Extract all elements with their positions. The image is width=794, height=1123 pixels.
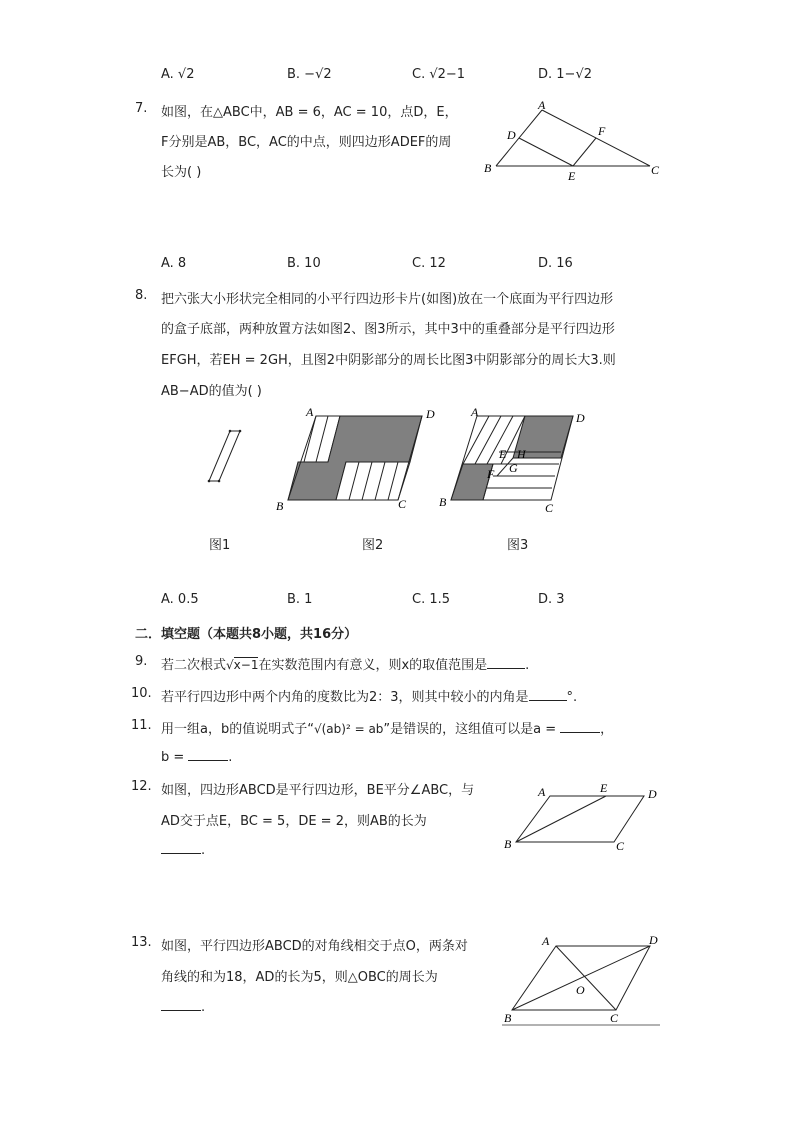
q8-number: 8. [135,288,148,303]
q8-fig2-label-b: B [276,499,284,513]
q10-line [161,686,577,705]
q9-radicand: x−1 [233,658,259,672]
q11-line2-end: . [228,750,233,765]
q13-label-b: B [504,1011,512,1025]
q8-option-a: A. 0.5 [161,592,199,607]
q9-radical: √x−1 [226,658,259,672]
q7-line-1: 如图，在△ABC中，AB = 6，AC = 10，点D，E， [161,105,458,120]
q13-parallelogram-figure [498,930,668,1028]
q11-text-c: ， [600,722,614,737]
q8-caption-2: 图2 [362,538,384,553]
q9-number: 9. [135,654,148,669]
q7-line-3: 长为( ) [161,165,202,180]
q8-caption-1: 图1 [209,538,231,553]
q11-text-b: ”是错误的，这组值可以是a = [383,722,557,737]
q13-label-a: A [542,934,550,948]
q13-number: 13. [131,935,152,950]
q8-caption-3: 图3 [507,538,529,553]
q7-label-d: D [507,128,516,142]
q7-label-e: E [568,169,576,182]
q9-answer-blank[interactable] [487,656,525,669]
q8-option-b: B. 1 [287,592,313,607]
q8-fig2-label-d: D [426,407,435,421]
q12-line-3 [161,841,205,858]
q11-answer-a-blank[interactable] [560,720,600,733]
q8-figure-3 [437,402,597,514]
q12-parallelogram-figure [498,780,668,854]
q8-line-4: AB−AD的值为( ) [161,384,262,399]
q11-formula: √(ab)² = ab [313,722,384,736]
q10-text-b: °. [566,690,578,705]
q11-line-1 [161,718,613,737]
q9-text-b: 在实数范围内有意义，则x的取值范围是 [258,658,488,673]
q8-fig3-label-b: B [439,495,447,509]
q13-label-c: C [610,1011,619,1025]
q13-line-2: 角线的和为18，AD的长为5，则△OBC的周长为 [161,970,438,985]
q8-fig3-label-c: C [545,501,554,514]
q8-fig3-label-a: A [471,405,479,419]
q7-option-a: A. 8 [161,256,187,271]
q10-answer-blank[interactable] [529,688,567,701]
q7-label-f: F [598,124,606,138]
q11-line-2 [161,748,232,765]
q7-line-2: F分别是AB，BC，AC的中点，则四边形ADEF的周 [161,135,452,150]
q8-line-2: 的盒子底部，两种放置方法如图2、图3所示，其中3中的重叠部分是平行四边形 [161,322,615,337]
q8-fig2-label-a: A [306,405,314,419]
q12-label-d: D [648,787,657,801]
q6-option-d: D. 1−√2 [538,67,592,82]
q9-line [161,654,529,673]
q7-option-c: C. 12 [412,256,446,271]
q10-number: 10. [131,686,152,701]
q11-b-label: b = [161,750,185,765]
q9-text-c: . [525,658,530,673]
q8-line-1: 把六张大小形状完全相同的小平行四边形卡片(如图)放在一个底面为平行四边形 [161,292,614,307]
q8-figure-2 [272,402,442,514]
q7-number: 7. [135,101,148,116]
q13-label-d: D [649,933,658,947]
q7-label-b: B [484,161,492,175]
q12-line-1: 如图，四边形ABCD是平行四边形，BE平分∠ABC，与 [161,783,475,798]
q7-option-b: B. 10 [287,256,321,271]
q8-fig3-label-d: D [576,411,585,425]
q8-fig3-label-g: G [509,461,518,475]
q7-triangle-figure [478,96,668,182]
q7-label-a: A [538,98,546,112]
q9-text-a: 若二次根式 [161,658,227,673]
q8-option-d: D. 3 [538,592,565,607]
q11-text-a: 用一组a，b的值说明式子“ [161,722,314,737]
q11-answer-b-blank[interactable] [188,748,228,761]
q12-label-e: E [600,781,608,795]
q8-figure-1 [200,425,245,487]
q11-number: 11. [131,718,152,733]
q8-fig2-label-c: C [398,497,407,511]
q6-option-c: C. √2−1 [412,67,466,82]
q12-label-a: A [538,785,546,799]
q8-option-c: C. 1.5 [412,592,451,607]
q12-answer-blank[interactable] [161,841,201,854]
q8-line-3: EFGH，若EH = 2GH，且图2中阴影部分的周长比图3中阴影部分的周长大3.则 [161,353,616,368]
q7-label-c: C [651,163,660,177]
q12-line-2: AD交于点E，BC = 5，DE = 2，则AB的长为 [161,814,427,829]
q13-line3-end: . [201,1000,206,1015]
q13-answer-blank[interactable] [161,998,201,1011]
q8-fig3-label-e: E [499,447,507,461]
q8-fig3-label-h: H [517,447,526,461]
q13-line-3 [161,998,205,1015]
q6-option-a: A. √2 [161,67,195,82]
q13-line-1: 如图，平行四边形ABCD的对角线相交于点O，两条对 [161,939,468,954]
q10-text-a: 若平行四边形中两个内角的度数比为2：3，则其中较小的内角是 [161,690,529,705]
q6-option-b: B. −√2 [287,67,332,82]
section-fill-in-heading: 二．填空题（本题共8小题，共16分） [135,627,358,642]
q12-number: 12. [131,779,152,794]
q12-line3-end: . [201,843,206,858]
q8-fig3-label-f: F [487,467,495,481]
q12-label-c: C [616,839,625,853]
q12-label-b: B [504,837,512,851]
q7-option-d: D. 16 [538,256,573,271]
q13-label-o: O [576,983,585,997]
